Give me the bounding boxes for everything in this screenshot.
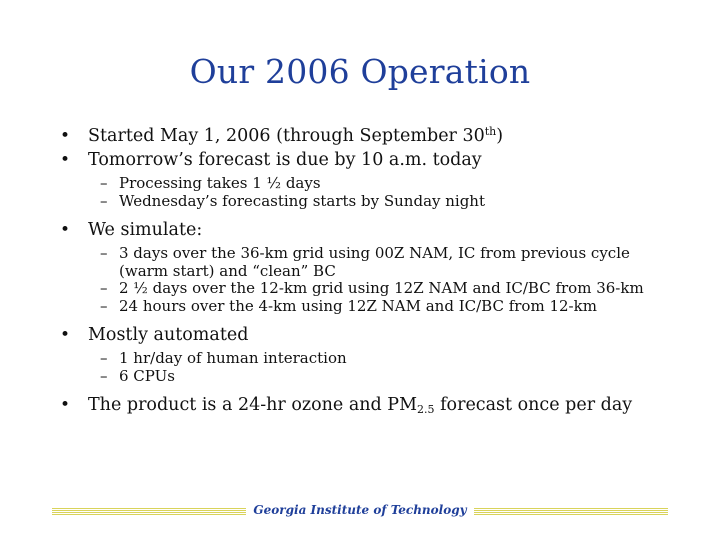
sub-bullet-dash: – [100, 279, 108, 297]
bullet-dot: • [60, 150, 71, 170]
slide-title: Our 2006 Operation [189, 52, 531, 91]
sub-bullet-dash: – [100, 244, 108, 262]
bullet-text: The product is a 24-hr ozone and PM [88, 395, 417, 415]
sub-list-forecast [60, 175, 680, 210]
sub-bullet-dash: – [100, 296, 108, 315]
bullet-dot: • [60, 126, 71, 146]
sub-bullet-text: Wednesday’s forecasting starts by Sunday night [119, 191, 485, 210]
sub-bullet-text: 24 hours over the 4-km using 12Z NAM and IC/BC from 12-km [119, 296, 597, 315]
sub-bullet [60, 175, 680, 193]
sub-bullet-dash: – [100, 366, 108, 385]
sub-bullet [60, 350, 680, 368]
bullet-dot: • [60, 220, 71, 240]
sub-bullet [60, 193, 680, 211]
footer-rule-right [474, 508, 668, 516]
bullet-text: Mostly automated [88, 325, 249, 345]
sub-bullet [60, 245, 680, 280]
footer [0, 501, 720, 521]
sub-bullet-text: 1 hr/day of human interaction [119, 349, 347, 367]
bullet-automated [60, 323, 680, 347]
footer-institution: Georgia Institute of Technology [253, 503, 467, 517]
bullet-simulate [60, 218, 680, 242]
sub-bullet-text: 6 CPUs [119, 366, 175, 385]
sub-list-simulate [60, 245, 680, 315]
sub-bullet-dash: – [100, 191, 108, 210]
sub-bullet [60, 368, 680, 386]
footer-rule-left [52, 508, 246, 516]
bullet-product [60, 393, 680, 417]
ordinal-suffix: th [484, 125, 497, 138]
bullet-dot: • [60, 325, 71, 345]
bullet-text: We simulate: [88, 220, 203, 240]
pm-subscript: 2.5 [417, 403, 435, 416]
sub-bullet [60, 298, 680, 316]
bullet-text-end: ) [496, 126, 504, 146]
sub-bullet [60, 280, 680, 298]
sub-bullet-dash: – [100, 349, 108, 367]
slide-body [60, 124, 680, 417]
bullet-forecast-due [60, 148, 680, 172]
bullet-dot: • [60, 395, 71, 415]
bullet-text-end: forecast once per day [434, 395, 633, 415]
bullet-text: Tomorrow’s forecast is due by 10 a.m. today [88, 150, 482, 170]
sub-bullet-text: 2 ½ days over the 12-km grid using 12Z NAM and IC/BC from 36-km [119, 279, 644, 297]
bullet-start-date [60, 124, 680, 148]
sub-list-automated [60, 350, 680, 385]
sub-bullet-dash: – [100, 174, 108, 192]
sub-bullet-text: 3 days over the 36-km grid using 00Z NAM, IC from previous cycle (warm start) and “clean” BC [119, 244, 630, 280]
bullet-text: Started May 1, 2006 (through September 30 [88, 126, 485, 146]
sub-bullet-text: Processing takes 1 ½ days [119, 174, 321, 192]
